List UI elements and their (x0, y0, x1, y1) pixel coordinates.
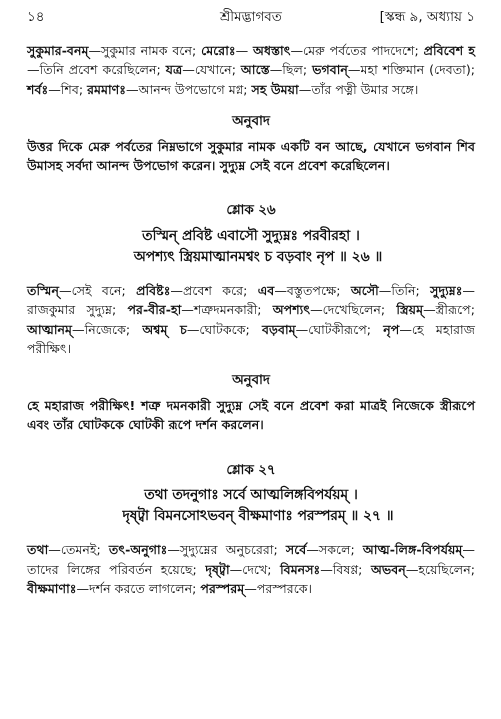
synonym-word: পরস্পরম্ (200, 580, 245, 596)
translation-text: উত্তর দিকে মেরু পর্বতের নিম্নভাগে সুকুমার নামক একটি বন আছে, যেখানে ভগবান শিব উমাসহ সর্বদা আনন্দ উপভোগ করেন। সুদ্যুম্ন সেই বনে প্রবেশ করেছিলেন। (27, 138, 475, 174)
synonym-word: স্ত্রিয়ম্ (396, 302, 424, 318)
synonym-word: সহ উময়া (251, 81, 299, 97)
synonyms-paragraph: সুকুমার-বনম্—সুকুমার নামক বনে; মেরোঃ— অধস্তাৎ—মেরু পর্বতের পাদদেশে; প্রবিবেশ হ—তিনি প্রবেশ করেছিলেন; যত্র—যেখানে; আস্তে—ছিল; ভগবান্—মহা শক্তিমান (দেবতা); শর্বঃ—শিব; রমমাণঃ—আনন্দ উপভোগে মগ্ন; সহ উময়া—তাঁর পত্নী উমার সঙ্গে। (27, 43, 475, 97)
synonym-meaning: মেরু পর্বতের পাদদেশে; (303, 43, 419, 58)
synonym-word: তস্মিন্ (27, 282, 59, 298)
synonym-word: বিমনসঃ (280, 561, 321, 577)
synonym-meaning: হে মহারাজ পরীক্ষিৎ। (27, 321, 475, 357)
synonym-meaning: পরস্পরকে। (256, 580, 313, 596)
synonym-word: রমমাণঃ (87, 81, 127, 97)
synonym-word: যত্র (165, 62, 183, 78)
synonym-word: নৃপ (383, 321, 400, 337)
synonym-word: অপশ্যৎ (272, 302, 311, 318)
verse-text (27, 226, 475, 268)
synonym-meaning: তেমনই; (60, 542, 101, 558)
synonym-meaning: প্রবেশ করে; (183, 282, 248, 298)
translation-heading: অনুবাদ (232, 114, 270, 130)
synonym-meaning: রাজকুমার সুদ্যুম্ন; (27, 302, 117, 318)
synonym-word: আত্ম-লিঙ্গ-বিপর্যয়ম্ (362, 542, 463, 558)
synonym-word: এব (257, 282, 275, 298)
synonym-meaning: দর্শন করতে লাগলেন; (89, 580, 197, 596)
synonym-word: বীক্ষমাণাঃ (27, 580, 77, 596)
synonym-meaning: দেখে; (242, 561, 272, 577)
synonym-meaning: ছিল; (282, 62, 308, 78)
verse-line: অপশ্যৎ স্ত্রিয়মাত্মানমশ্বং চ বড়বাং নৃপ ॥ ২৬ ॥ (133, 248, 383, 265)
synonym-meaning: শিব; (60, 81, 84, 97)
page-header (27, 6, 475, 28)
synonym-word: শর্বঃ (27, 81, 49, 97)
verse-text (27, 485, 475, 527)
synonym-meaning: দেখেছিলেন; (322, 302, 386, 318)
verse-line: তস্মিন্ প্রবিষ্ট এবাসৌ সুদ্যুম্নঃ পরবীরহা । (142, 227, 360, 244)
verse-line: দৃষ্ট্বা বিমনসোঽভবন্ বীক্ষমাণাঃ পরস্পরম্ ॥ ২৭ ॥ (122, 508, 394, 525)
translation-heading: অনুবাদ (232, 373, 270, 389)
synonym-word: অভবন্ (371, 561, 406, 577)
synonym-word: প্রবিবেশ হ (423, 43, 475, 58)
synonym-meaning: ঘোটকীরূপে; (308, 321, 372, 337)
synonym-meaning: যেখানে; (194, 62, 236, 78)
synonym-word: প্রবিষ্টঃ (136, 282, 171, 298)
synonyms-paragraph: তস্মিন্—সেই বনে; প্রবিষ্টঃ—প্রবেশ করে; এব—বস্তুতপক্ষে; অসৌ—তিনি; সুদ্যুম্নঃ—রাজকুমার সুদ্যুম্ন; পর-বীর-হা—শত্রুদমনকারী; অপশ্যৎ—দেখেছিলেন; স্ত্রিয়ম্—স্ত্রীরূপে; আত্মানম্—নিজেকে; অশ্বম্ চ—ঘোটককে; বড়বাম্—ঘোটকীরূপে; নৃপ—হে মহারাজ পরীক্ষিৎ। (27, 282, 475, 357)
synonyms-paragraph: তথা—তেমনই; তৎ-অনুগাঃ—সুদ্যুম্নের অনুচরেরা; সর্বে—সকলে; আত্ম-লিঙ্গ-বিপর্যয়ম্—তাদের লিঙ্গের পরিবর্তন হয়েছে; দৃষ্ট্বা—দেখে; বিমনসঃ—বিষণ্ণ; অভবন্—হয়েছিলেন; বীক্ষমাণাঃ—দর্শন করতে লাগলেন; পরস্পরম্—পরস্পরকে। (27, 542, 475, 596)
synonym-meaning: স্ত্রীরূপে; (435, 302, 475, 318)
synonym-meaning: তিনি; (391, 282, 420, 298)
synonym-word: মেরোঃ (201, 43, 236, 58)
synonym-meaning: তাঁর পত্নী উমার সঙ্গে। (311, 81, 419, 97)
synonym-meaning: বিষণ্ণ; (332, 561, 363, 577)
synonym-meaning: সেই বনে; (71, 282, 126, 298)
verse-line: তথা তদনুগাঃ সর্বে আত্মলিঙ্গবিপর্যয়ম্ । (144, 487, 358, 504)
synonym-word: অশ্বম্ চ (142, 321, 187, 337)
synonym-meaning: বস্তুতপক্ষে; (286, 282, 341, 298)
synonym-word: সুকুমার-বনম্ (27, 43, 89, 58)
synonym-meaning: নিজেকে; (84, 321, 131, 337)
synonym-word: অধস্তাৎ (253, 43, 291, 58)
synonym-word: দৃষ্ট্বা (205, 561, 230, 577)
synonym-meaning: তাদের লিঙ্গের পরিবর্তন হয়েছে; (27, 561, 197, 577)
synonym-meaning: মহা শক্তিমান (দেবতা); (360, 62, 475, 78)
synonym-meaning: তিনি প্রবেশ করেছিলেন; (39, 62, 161, 78)
synonym-meaning: সুকুমার নামক বনে; (101, 43, 197, 58)
synonym-word: তৎ-অনুগাঃ (108, 542, 168, 558)
synonym-meaning: সকলে; (318, 542, 355, 558)
synonym-meaning: আনন্দ উপভোগে মগ্ন; (138, 81, 248, 97)
verse-heading: শ্লোক ২৬ (226, 203, 276, 219)
translation-text: হে মহারাজ পরীক্ষিৎ! শত্রু দমনকারী সুদ্যুম্ন সেই বনে প্রবেশ করা মাত্রই নিজেকে স্ত্রীরূপে এবং তাঁর ঘোটককে ঘোটকী রূপে দর্শন করলেন। (27, 397, 475, 433)
page-number: ১৪ (27, 9, 45, 25)
synonym-word: তথা (27, 542, 49, 558)
synonym-word: অসৌ (350, 282, 379, 298)
synonym-word: ভগবান্ (312, 62, 348, 78)
book-title: শ্রীমদ্ভাগবত (220, 9, 282, 25)
verse-heading: শ্লোক ২৭ (226, 462, 276, 478)
synonym-meaning: ঘোটককে; (199, 321, 250, 337)
synonym-word: বড়বাম্ (261, 321, 296, 337)
synonym-word: পর-বীর-হা (127, 302, 182, 318)
synonym-meaning: শত্রুদমনকারী; (193, 302, 262, 318)
synonym-meaning: সুদ্যুম্নের অনুচরেরা; (179, 542, 278, 558)
synonym-word: আস্তে (240, 62, 270, 78)
synonym-meaning: হয়েছিলেন; (418, 561, 475, 577)
synonym-word: সর্বে (285, 542, 307, 558)
synonym-word: সুদ্যুম্নঃ (430, 282, 463, 298)
canto-chapter-label: [স্কন্ধ ৯, অধ্যায় ১ (379, 9, 475, 25)
synonym-word: আত্মানম্ (27, 321, 72, 337)
